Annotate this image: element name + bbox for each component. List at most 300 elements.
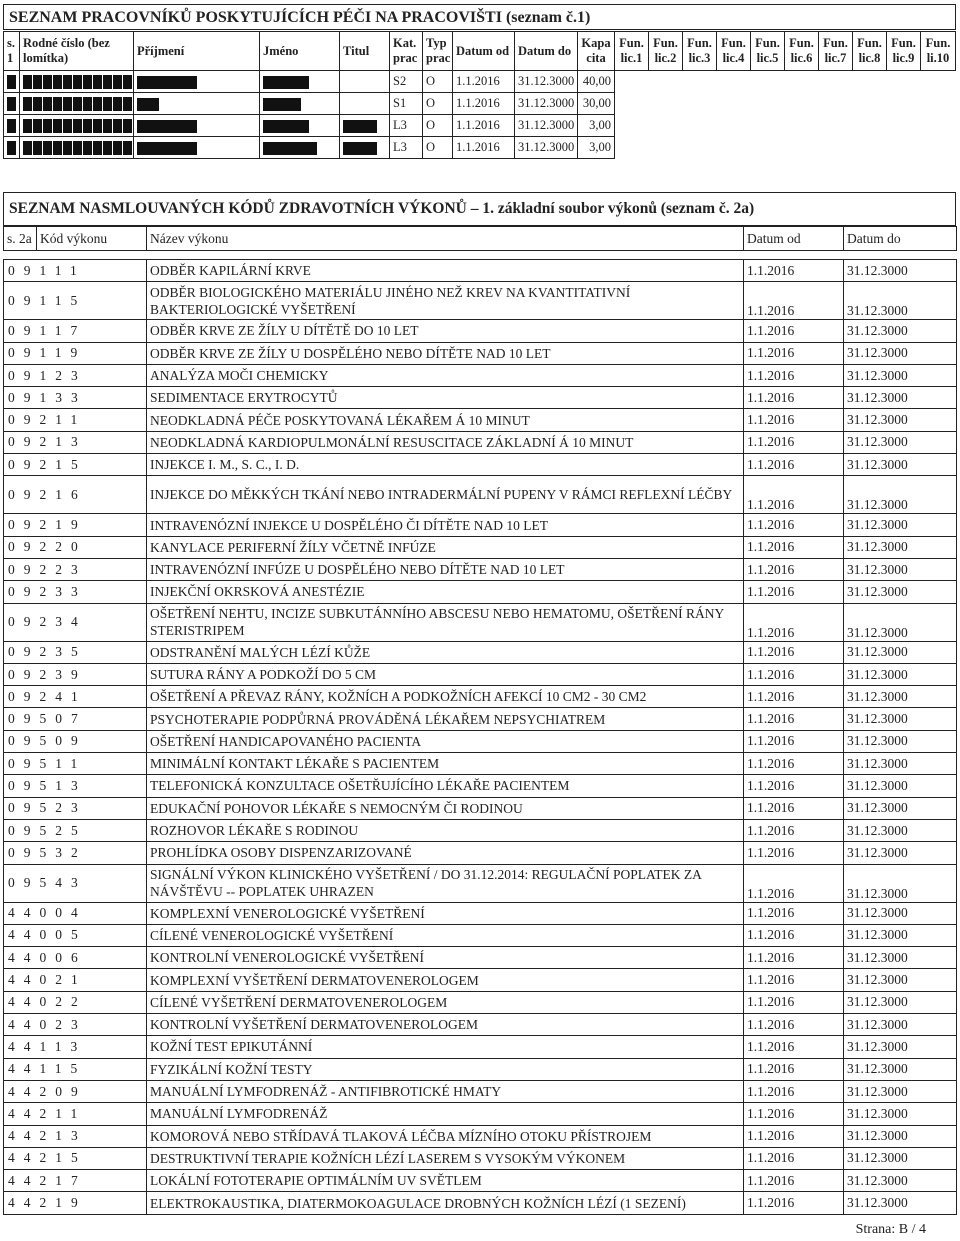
staff-category: L3 <box>390 137 423 159</box>
procedure-date-to: 31.12.3000 <box>844 260 957 282</box>
procedures-table <box>3 226 957 1215</box>
procedure-code: 09233 <box>4 581 147 603</box>
fun-lic-cell <box>819 93 853 115</box>
procedure-date-to: 31.12.3000 <box>844 708 957 730</box>
procedure-name: ANALÝZA MOČI CHEMICKY <box>147 364 744 386</box>
procedure-date-from: 1.1.2016 <box>744 387 844 409</box>
fun-lic-cell <box>649 137 683 159</box>
procedure-name: MANUÁLNÍ LYMFODRENÁŽ <box>147 1103 744 1125</box>
staff-date-from: 1.1.2016 <box>453 93 515 115</box>
firstname-redacted <box>260 115 340 137</box>
procedure-date-to: 31.12.3000 <box>844 1147 957 1169</box>
procedure-code: 44021 <box>4 969 147 991</box>
procedure-date-from: 1.1.2016 <box>744 842 844 864</box>
staff-table-header <box>4 32 956 71</box>
fun-lic-cell <box>853 93 887 115</box>
procedure-row <box>4 409 957 431</box>
procedure-row <box>4 969 957 991</box>
procedure-code: 44113 <box>4 1036 147 1058</box>
procedure-date-to: 31.12.3000 <box>844 991 957 1013</box>
fun-lic-cell <box>683 71 717 93</box>
procedure-row <box>4 1014 957 1036</box>
procedure-date-from: 1.1.2016 <box>744 991 844 1013</box>
staff-header-cell: Příjmení <box>134 32 260 71</box>
procedure-code: 44219 <box>4 1192 147 1214</box>
procedure-date-to: 31.12.3000 <box>844 947 957 969</box>
procedure-code: 09223 <box>4 558 147 580</box>
procedure-date-from: 1.1.2016 <box>744 514 844 536</box>
procedure-name: ELEKTROKAUSTIKA, DIATERMOKOAGULACE DROBNÝCH KOŽNÍCH LÉZÍ (1 SEZENÍ) <box>147 1192 744 1214</box>
procedure-date-from: 1.1.2016 <box>744 1014 844 1036</box>
procedure-row <box>4 902 957 924</box>
procedure-date-from: 1.1.2016 <box>744 282 844 320</box>
procedure-row <box>4 1125 957 1147</box>
staff-row <box>4 115 956 137</box>
staff-date-to: 31.12.3000 <box>515 71 578 93</box>
procedure-date-from: 1.1.2016 <box>744 641 844 663</box>
staff-capacity: 40,00 <box>578 71 615 93</box>
procedure-code: 09523 <box>4 797 147 819</box>
fun-lic-cell <box>615 137 649 159</box>
procedure-row <box>4 282 957 320</box>
surname-redacted <box>134 93 260 115</box>
fun-lic-cell <box>853 71 887 93</box>
procedure-date-from: 1.1.2016 <box>744 708 844 730</box>
staff-date-to: 31.12.3000 <box>515 93 578 115</box>
procedure-row <box>4 924 957 946</box>
procedure-name: OŠETŘENÍ HANDICAPOVANÉHO PACIENTA <box>147 730 744 752</box>
staff-header-cell: Rodné číslo (bez lomítka) <box>20 32 134 71</box>
procedure-name: CÍLENÉ VENEROLOGICKÉ VYŠETŘENÍ <box>147 924 744 946</box>
staff-capacity: 30,00 <box>578 93 615 115</box>
procedure-date-to: 31.12.3000 <box>844 387 957 409</box>
fun-lic-cell <box>785 137 819 159</box>
staff-header-cell: Titul <box>340 32 390 71</box>
procedure-date-to: 31.12.3000 <box>844 641 957 663</box>
staff-header-cell: Fun. lic.3 <box>683 32 717 71</box>
birth-number-redacted <box>20 71 134 93</box>
procedure-date-to: 31.12.3000 <box>844 514 957 536</box>
procedure-row <box>4 1058 957 1080</box>
procedure-date-from: 1.1.2016 <box>744 476 844 514</box>
procedure-code: 09532 <box>4 842 147 864</box>
procedure-date-from: 1.1.2016 <box>744 603 844 641</box>
procedure-date-from: 1.1.2016 <box>744 536 844 558</box>
procedure-date-to: 31.12.3000 <box>844 536 957 558</box>
procedure-name: SIGNÁLNÍ VÝKON KLINICKÉHO VYŠETŘENÍ / DO 31.12.2014: REGULAČNÍ POPLATEK ZA NÁVŠTĚVU -- POPLATEK UHRAZEN <box>147 864 744 902</box>
staff-header-cell: Datum od <box>453 32 515 71</box>
procedure-name: MINIMÁLNÍ KONTAKT LÉKAŘE S PACIENTEM <box>147 753 744 775</box>
procedure-name: INJEKCE I. M., S. C., I. D. <box>147 454 744 476</box>
row-number <box>4 137 20 159</box>
procedure-date-to: 31.12.3000 <box>844 342 957 364</box>
staff-header-cell: Fun. lic.6 <box>785 32 819 71</box>
procedure-code: 09133 <box>4 387 147 409</box>
staff-row <box>4 93 956 115</box>
staff-date-from: 1.1.2016 <box>453 115 515 137</box>
procedure-date-from: 1.1.2016 <box>744 730 844 752</box>
staff-table <box>3 31 956 159</box>
procedure-row <box>4 864 957 902</box>
procedure-date-from: 1.1.2016 <box>744 1080 844 1102</box>
procedure-code: 09509 <box>4 730 147 752</box>
procedure-row <box>4 663 957 685</box>
fun-lic-cell <box>751 93 785 115</box>
procedure-code: 44022 <box>4 991 147 1013</box>
fun-lic-cell <box>615 93 649 115</box>
header-date-to: Datum do <box>844 227 957 251</box>
staff-row <box>4 71 956 93</box>
firstname-redacted <box>260 137 340 159</box>
fun-lic-cell <box>683 137 717 159</box>
procedure-code: 09123 <box>4 364 147 386</box>
procedure-date-from: 1.1.2016 <box>744 969 844 991</box>
procedure-row <box>4 1036 957 1058</box>
procedure-row <box>4 364 957 386</box>
procedures-table-header <box>4 227 957 251</box>
firstname-redacted <box>260 93 340 115</box>
procedure-code: 44211 <box>4 1103 147 1125</box>
procedure-date-to: 31.12.3000 <box>844 431 957 453</box>
row-number <box>4 93 20 115</box>
header-name: Název výkonu <box>147 227 744 251</box>
staff-type: O <box>423 115 453 137</box>
procedure-date-to: 31.12.3000 <box>844 1036 957 1058</box>
fun-lic-cell <box>887 71 921 93</box>
title-redacted <box>340 115 390 137</box>
procedure-date-to: 31.12.3000 <box>844 1192 957 1214</box>
procedure-row <box>4 730 957 752</box>
staff-header-cell: s. 1 <box>4 32 20 71</box>
procedure-row <box>4 342 957 364</box>
procedure-date-from: 1.1.2016 <box>744 320 844 342</box>
procedure-name: ODBĚR KAPILÁRNÍ KRVE <box>147 260 744 282</box>
procedure-date-to: 31.12.3000 <box>844 819 957 841</box>
section1-title: SEZNAM PRACOVNÍKŮ POSKYTUJÍCÍCH PÉČI NA PRACOVIŠTI (seznam č.1) <box>3 4 956 30</box>
procedure-date-from: 1.1.2016 <box>744 775 844 797</box>
procedure-date-to: 31.12.3000 <box>844 924 957 946</box>
fun-lic-cell <box>649 93 683 115</box>
procedure-date-from: 1.1.2016 <box>744 1125 844 1147</box>
procedure-code: 09211 <box>4 409 147 431</box>
procedure-code: 44006 <box>4 947 147 969</box>
title-redacted <box>340 71 390 93</box>
title-redacted <box>340 137 390 159</box>
procedure-code: 09115 <box>4 282 147 320</box>
procedure-date-to: 31.12.3000 <box>844 454 957 476</box>
procedure-name: PSYCHOTERAPIE PODPŮRNÁ PROVÁDĚNÁ LÉKAŘEM NEPSYCHIATREM <box>147 708 744 730</box>
procedure-date-from: 1.1.2016 <box>744 1147 844 1169</box>
procedure-date-from: 1.1.2016 <box>744 409 844 431</box>
procedure-date-to: 31.12.3000 <box>844 842 957 864</box>
procedure-date-from: 1.1.2016 <box>744 260 844 282</box>
procedure-row <box>4 708 957 730</box>
fun-lic-cell <box>819 71 853 93</box>
procedure-code: 09234 <box>4 603 147 641</box>
procedure-code: 44217 <box>4 1170 147 1192</box>
procedure-row <box>4 320 957 342</box>
procedure-row <box>4 991 957 1013</box>
staff-header-cell: Fun. lic.1 <box>615 32 649 71</box>
surname-redacted <box>134 115 260 137</box>
staff-date-from: 1.1.2016 <box>453 137 515 159</box>
procedure-date-from: 1.1.2016 <box>744 1036 844 1058</box>
staff-header-cell: Fun. lic.2 <box>649 32 683 71</box>
staff-row <box>4 137 956 159</box>
procedure-code: 44209 <box>4 1080 147 1102</box>
procedure-row <box>4 1080 957 1102</box>
staff-header-cell: Kapa cita <box>578 32 615 71</box>
procedure-code: 09525 <box>4 819 147 841</box>
procedure-date-to: 31.12.3000 <box>844 775 957 797</box>
fun-lic-cell <box>751 71 785 93</box>
procedure-date-to: 31.12.3000 <box>844 969 957 991</box>
fun-lic-cell <box>785 71 819 93</box>
procedure-date-from: 1.1.2016 <box>744 431 844 453</box>
procedure-date-to: 31.12.3000 <box>844 1103 957 1125</box>
procedure-name: KOMOROVÁ NEBO STŘÍDAVÁ TLAKOVÁ LÉČBA MÍZNÍHO OTOKU PŘÍSTROJEM <box>147 1125 744 1147</box>
procedure-row <box>4 558 957 580</box>
procedure-date-from: 1.1.2016 <box>744 663 844 685</box>
staff-header-cell: Jméno <box>260 32 340 71</box>
procedure-name: ODSTRANĚNÍ MALÝCH LÉZÍ KŮŽE <box>147 641 744 663</box>
procedure-name: KANYLACE PERIFERNÍ ŽÍLY VČETNĚ INFÚZE <box>147 536 744 558</box>
fun-lic-cell <box>751 137 785 159</box>
procedure-date-to: 31.12.3000 <box>844 320 957 342</box>
fun-lic-cell <box>717 115 751 137</box>
procedure-name: INTRAVENÓZNÍ INFÚZE U DOSPĚLÉHO NEBO DÍTĚTE NAD 10 LET <box>147 558 744 580</box>
fun-lic-cell <box>717 71 751 93</box>
procedure-name: SEDIMENTACE ERYTROCYTŮ <box>147 387 744 409</box>
procedure-name: INJEKČNÍ OKRSKOVÁ ANESTÉZIE <box>147 581 744 603</box>
procedure-code: 09511 <box>4 753 147 775</box>
staff-date-from: 1.1.2016 <box>453 71 515 93</box>
staff-header-cell: Kat. prac <box>390 32 423 71</box>
procedure-row <box>4 476 957 514</box>
procedure-row <box>4 603 957 641</box>
staff-header-cell: Fun. lic.9 <box>887 32 921 71</box>
procedure-code: 09241 <box>4 686 147 708</box>
fun-lic-cell <box>785 93 819 115</box>
procedure-code: 44005 <box>4 924 147 946</box>
staff-header-cell: Typ prac <box>423 32 453 71</box>
staff-category: S2 <box>390 71 423 93</box>
procedure-name: KOMPLEXNÍ VYŠETŘENÍ DERMATOVENEROLOGEM <box>147 969 744 991</box>
procedure-date-to: 31.12.3000 <box>844 1014 957 1036</box>
fun-lic-cell <box>921 71 956 93</box>
procedure-date-from: 1.1.2016 <box>744 1170 844 1192</box>
staff-type: O <box>423 137 453 159</box>
procedure-name: KONTROLNÍ VENEROLOGICKÉ VYŠETŘENÍ <box>147 947 744 969</box>
procedure-row <box>4 536 957 558</box>
procedure-row <box>4 1170 957 1192</box>
procedure-row <box>4 775 957 797</box>
staff-header-cell: Fun. lic.4 <box>717 32 751 71</box>
procedure-code: 44115 <box>4 1058 147 1080</box>
surname-redacted <box>134 71 260 93</box>
staff-type: O <box>423 93 453 115</box>
row-number <box>4 115 20 137</box>
staff-type: O <box>423 71 453 93</box>
procedure-date-to: 31.12.3000 <box>844 902 957 924</box>
procedure-row <box>4 260 957 282</box>
fun-lic-cell <box>921 137 956 159</box>
fun-lic-cell <box>819 115 853 137</box>
staff-header-cell: Fun. lic.8 <box>853 32 887 71</box>
procedure-date-from: 1.1.2016 <box>744 581 844 603</box>
procedure-code: 09507 <box>4 708 147 730</box>
procedure-code: 09213 <box>4 431 147 453</box>
procedure-date-to: 31.12.3000 <box>844 753 957 775</box>
procedure-date-to: 31.12.3000 <box>844 558 957 580</box>
procedure-name: OŠETŘENÍ A PŘEVAZ RÁNY, KOŽNÍCH A PODKOŽNÍCH AFEKCÍ 10 CM2 - 30 CM2 <box>147 686 744 708</box>
procedure-code: 09216 <box>4 476 147 514</box>
procedure-date-from: 1.1.2016 <box>744 864 844 902</box>
procedure-name: TELEFONICKÁ KONZULTACE OŠETŘUJÍCÍHO LÉKAŘE PACIENTEM <box>147 775 744 797</box>
procedure-row <box>4 641 957 663</box>
procedure-row <box>4 387 957 409</box>
staff-date-to: 31.12.3000 <box>515 137 578 159</box>
procedure-code: 09117 <box>4 320 147 342</box>
procedure-date-to: 31.12.3000 <box>844 364 957 386</box>
procedure-name: KOŽNÍ TEST EPIKUTÁNNÍ <box>147 1036 744 1058</box>
procedure-name: OŠETŘENÍ NEHTU, INCIZE SUBKUTÁNNÍHO ABSCESU NEBO HEMATOMU, OŠETŘENÍ RÁNY STERISTRIPEM <box>147 603 744 641</box>
procedure-code: 09111 <box>4 260 147 282</box>
procedure-name: KOMPLEXNÍ VENEROLOGICKÉ VYŠETŘENÍ <box>147 902 744 924</box>
procedure-row <box>4 454 957 476</box>
procedure-date-to: 31.12.3000 <box>844 1170 957 1192</box>
procedure-date-from: 1.1.2016 <box>744 1058 844 1080</box>
procedure-date-from: 1.1.2016 <box>744 924 844 946</box>
staff-date-to: 31.12.3000 <box>515 115 578 137</box>
staff-header-cell: Datum do <box>515 32 578 71</box>
procedure-name: LOKÁLNÍ FOTOTERAPIE OPTIMÁLNÍM UV SVĚTLEM <box>147 1170 744 1192</box>
procedure-date-to: 31.12.3000 <box>844 686 957 708</box>
procedure-date-to: 31.12.3000 <box>844 282 957 320</box>
procedure-date-from: 1.1.2016 <box>744 454 844 476</box>
procedure-date-from: 1.1.2016 <box>744 1192 844 1214</box>
procedure-row <box>4 1147 957 1169</box>
procedure-code: 44213 <box>4 1125 147 1147</box>
fun-lic-cell <box>887 115 921 137</box>
staff-header-cell: Fun. lic.5 <box>751 32 785 71</box>
header-code: Kód výkonu <box>37 227 147 251</box>
header-date-from: Datum od <box>744 227 844 251</box>
procedure-row <box>4 753 957 775</box>
spacer-row <box>4 251 957 260</box>
staff-category: S1 <box>390 93 423 115</box>
fun-lic-cell <box>717 93 751 115</box>
procedure-date-to: 31.12.3000 <box>844 663 957 685</box>
procedure-row <box>4 842 957 864</box>
procedure-code: 09543 <box>4 864 147 902</box>
fun-lic-cell <box>751 115 785 137</box>
procedure-name: EDUKAČNÍ POHOVOR LÉKAŘE S NEMOCNÝM ČI RODINOU <box>147 797 744 819</box>
section2-title: SEZNAM NASMLOUVANÝCH KÓDŮ ZDRAVOTNÍCH VÝKONŮ – 1. základní soubor výkonů (seznam č. 2a) <box>3 192 956 226</box>
procedure-date-to: 31.12.3000 <box>844 1125 957 1147</box>
fun-lic-cell <box>819 137 853 159</box>
procedure-date-from: 1.1.2016 <box>744 364 844 386</box>
procedure-name: FYZIKÁLNÍ KOŽNÍ TESTY <box>147 1058 744 1080</box>
birth-number-redacted <box>20 115 134 137</box>
procedure-date-from: 1.1.2016 <box>744 902 844 924</box>
procedure-name: INTRAVENÓZNÍ INJEKCE U DOSPĚLÉHO ČI DÍTĚTE NAD 10 LET <box>147 514 744 536</box>
procedure-name: ODBĚR KRVE ZE ŽÍLY U DÍTĚTĚ DO 10 LET <box>147 320 744 342</box>
fun-lic-cell <box>717 137 751 159</box>
fun-lic-cell <box>649 71 683 93</box>
procedure-row <box>4 947 957 969</box>
procedure-code: 09220 <box>4 536 147 558</box>
procedure-date-from: 1.1.2016 <box>744 686 844 708</box>
procedure-name: ODBĚR KRVE ZE ŽÍLY U DOSPĚLÉHO NEBO DÍTĚTE NAD 10 LET <box>147 342 744 364</box>
procedure-code: 44004 <box>4 902 147 924</box>
procedure-name: ROZHOVOR LÉKAŘE S RODINOU <box>147 819 744 841</box>
procedure-date-to: 31.12.3000 <box>844 603 957 641</box>
fun-lic-cell <box>615 71 649 93</box>
procedure-name: NEODKLADNÁ PÉČE POSKYTOVANÁ LÉKAŘEM Á 10 MINUT <box>147 409 744 431</box>
surname-redacted <box>134 137 260 159</box>
procedure-date-to: 31.12.3000 <box>844 1058 957 1080</box>
page-number: Strana: B / 4 <box>855 1222 926 1237</box>
procedure-code: 44215 <box>4 1147 147 1169</box>
procedure-name: MANUÁLNÍ LYMFODRENÁŽ - ANTIFIBROTICKÉ HMATY <box>147 1080 744 1102</box>
fun-lic-cell <box>853 137 887 159</box>
procedure-date-to: 31.12.3000 <box>844 730 957 752</box>
procedure-row <box>4 431 957 453</box>
procedure-row <box>4 1103 957 1125</box>
procedure-row <box>4 581 957 603</box>
fun-lic-cell <box>921 93 956 115</box>
staff-capacity: 3,00 <box>578 115 615 137</box>
procedure-date-to: 31.12.3000 <box>844 476 957 514</box>
fun-lic-cell <box>785 115 819 137</box>
procedure-date-to: 31.12.3000 <box>844 409 957 431</box>
procedure-code: 09215 <box>4 454 147 476</box>
procedure-name: PROHLÍDKA OSOBY DISPENZARIZOVANÉ <box>147 842 744 864</box>
header-s2a: s. 2a <box>4 227 37 251</box>
staff-capacity: 3,00 <box>578 137 615 159</box>
procedure-name: SUTURA RÁNY A PODKOŽÍ DO 5 CM <box>147 663 744 685</box>
procedure-code: 09119 <box>4 342 147 364</box>
procedure-row <box>4 797 957 819</box>
procedure-row <box>4 1192 957 1214</box>
fun-lic-cell <box>887 137 921 159</box>
fun-lic-cell <box>649 115 683 137</box>
procedure-name: CÍLENÉ VYŠETŘENÍ DERMATOVENEROLOGEM <box>147 991 744 1013</box>
birth-number-redacted <box>20 93 134 115</box>
procedure-row <box>4 514 957 536</box>
procedure-date-to: 31.12.3000 <box>844 1080 957 1102</box>
procedure-date-from: 1.1.2016 <box>744 797 844 819</box>
staff-header-cell: Fun. lic.7 <box>819 32 853 71</box>
procedure-name: ODBĚR BIOLOGICKÉHO MATERIÁLU JINÉHO NEŽ KREV NA KVANTITATIVNÍ BAKTERIOLOGICKÉ VYŠETŘENÍ <box>147 282 744 320</box>
fun-lic-cell <box>615 115 649 137</box>
procedure-name: DESTRUKTIVNÍ TERAPIE KOŽNÍCH LÉZÍ LASEREM S VYSOKÝM VÝKONEM <box>147 1147 744 1169</box>
procedure-date-to: 31.12.3000 <box>844 797 957 819</box>
procedure-date-to: 31.12.3000 <box>844 581 957 603</box>
fun-lic-cell <box>921 115 956 137</box>
birth-number-redacted <box>20 137 134 159</box>
firstname-redacted <box>260 71 340 93</box>
staff-category: L3 <box>390 115 423 137</box>
procedure-date-from: 1.1.2016 <box>744 558 844 580</box>
fun-lic-cell <box>683 93 717 115</box>
procedure-code: 09235 <box>4 641 147 663</box>
procedure-date-from: 1.1.2016 <box>744 819 844 841</box>
row-number <box>4 71 20 93</box>
procedure-date-to: 31.12.3000 <box>844 864 957 902</box>
fun-lic-cell <box>887 93 921 115</box>
